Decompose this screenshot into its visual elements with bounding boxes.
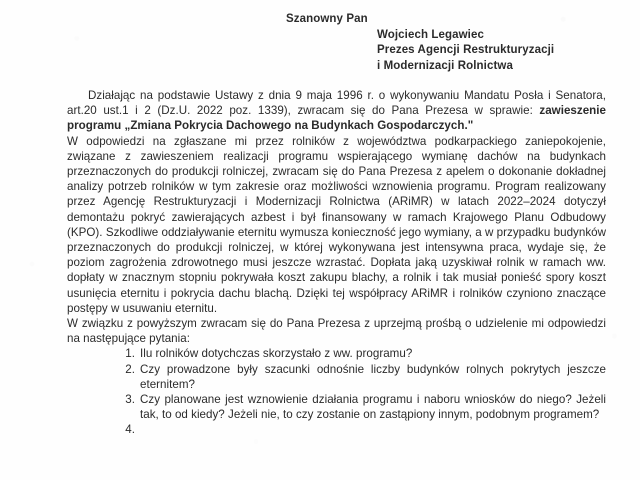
- addressee-name: Wojciech Legawiec: [377, 28, 484, 41]
- question-text-1: Ilu rolników dotychczas skorzystało z ww. programu?: [140, 347, 413, 361]
- addressee-block: [286, 12, 554, 74]
- question-text-2: Czy prowadzone były szacunki odnośnie liczby budynków rolnych pokrytych jeszcze eternitem?: [140, 362, 606, 391]
- question-number-1: 1.: [125, 347, 135, 361]
- paragraph-legal-basis: [67, 88, 606, 134]
- question-item-4-cropped: [67, 422, 606, 437]
- questions-list: [67, 346, 606, 437]
- addressee-title-line-1: Prezes Agencji Restrukturyzacji: [377, 44, 555, 57]
- addressee-salutation: Szanowny Pan: [286, 13, 368, 25]
- question-item-3: [67, 392, 606, 422]
- question-number-3: 3.: [125, 393, 135, 407]
- question-item-1: [67, 346, 606, 361]
- paragraph-legal-basis-text: Działając na podstawie Ustawy z dnia 9 maja 1996 r. o wykonywaniu Mandatu Posła i Senatora, art.20 ust.1 i 2 (Dz.U. 2022 poz. 1339), zwracam się do Pana Prezesa w sprawie:: [67, 89, 606, 118]
- paragraph-main-argument: W odpowiedzi na zgłaszane mi przez rolników z województwa podkarpackiego zaniepokojenie, związane z zawieszeniem realizacji programu wspierającego wymianę dachów na budynkach przeznaczonych do produkcji rolniczej, zwracam się do Pana Prezesa z apelem o dokonanie dokładnej analizy potrzeb rolników w tym zakresie oraz możliwości wznowienia programu. Program realizowany przez Agencję Restrukturyzacji i Modernizacji Rolnictwa (ARiMR) w latach 2022–2024 dotyczył demontażu pokryć zawierających azbest i był finansowany w ramach Krajowego Planu Odbudowy (KPO). Szkodliwe oddziaływanie eternitu wymusza konieczność jego wymiany, a w przypadku budynków przeznaczonych do produkcji rolniczej, w której wykonywana jest intensywna praca, wydaje się, że poziom zagrożenia zdrowotnego musi jeszcze wzrastać. Dopłata jaką uzyskiwał rolnik w ramach ww. dopłaty w znacznym stopniu pokrywała koszt zakupu blachy, a rolnik i tak musiał ponieść spory koszt usunięcia eternitu i pokrycia dachu blachą. Dzięki tej współpracy ARiMR i rolników czyniono znaczące postępy w usuwaniu eternitu.: [67, 134, 606, 315]
- question-number-4: 4.: [125, 423, 135, 437]
- letter-body: [67, 88, 606, 437]
- paragraph-legal-basis-subject: zawieszenie programu „Zmiana Pokrycia Dachowego na Budynkach Gospodarczych.": [67, 104, 606, 133]
- question-item-2: [67, 362, 606, 392]
- paragraph-request-intro: W związku z powyższym zwracam się do Pana Prezesa z uprzejmą prośbą o udzielenie mi odpowiedzi na następujące pytania:: [67, 317, 606, 346]
- question-number-2: 2.: [125, 362, 135, 376]
- addressee-title-line-2: i Modernizacji Rolnictwa: [377, 59, 513, 72]
- question-text-3: Czy planowane jest wznowienie działania programu i naboru wniosków do niego? Jeżeli tak, to od kiedy? Jeżeli nie, to czy zostanie on zastąpiony innym, podobnym programem?: [140, 393, 606, 422]
